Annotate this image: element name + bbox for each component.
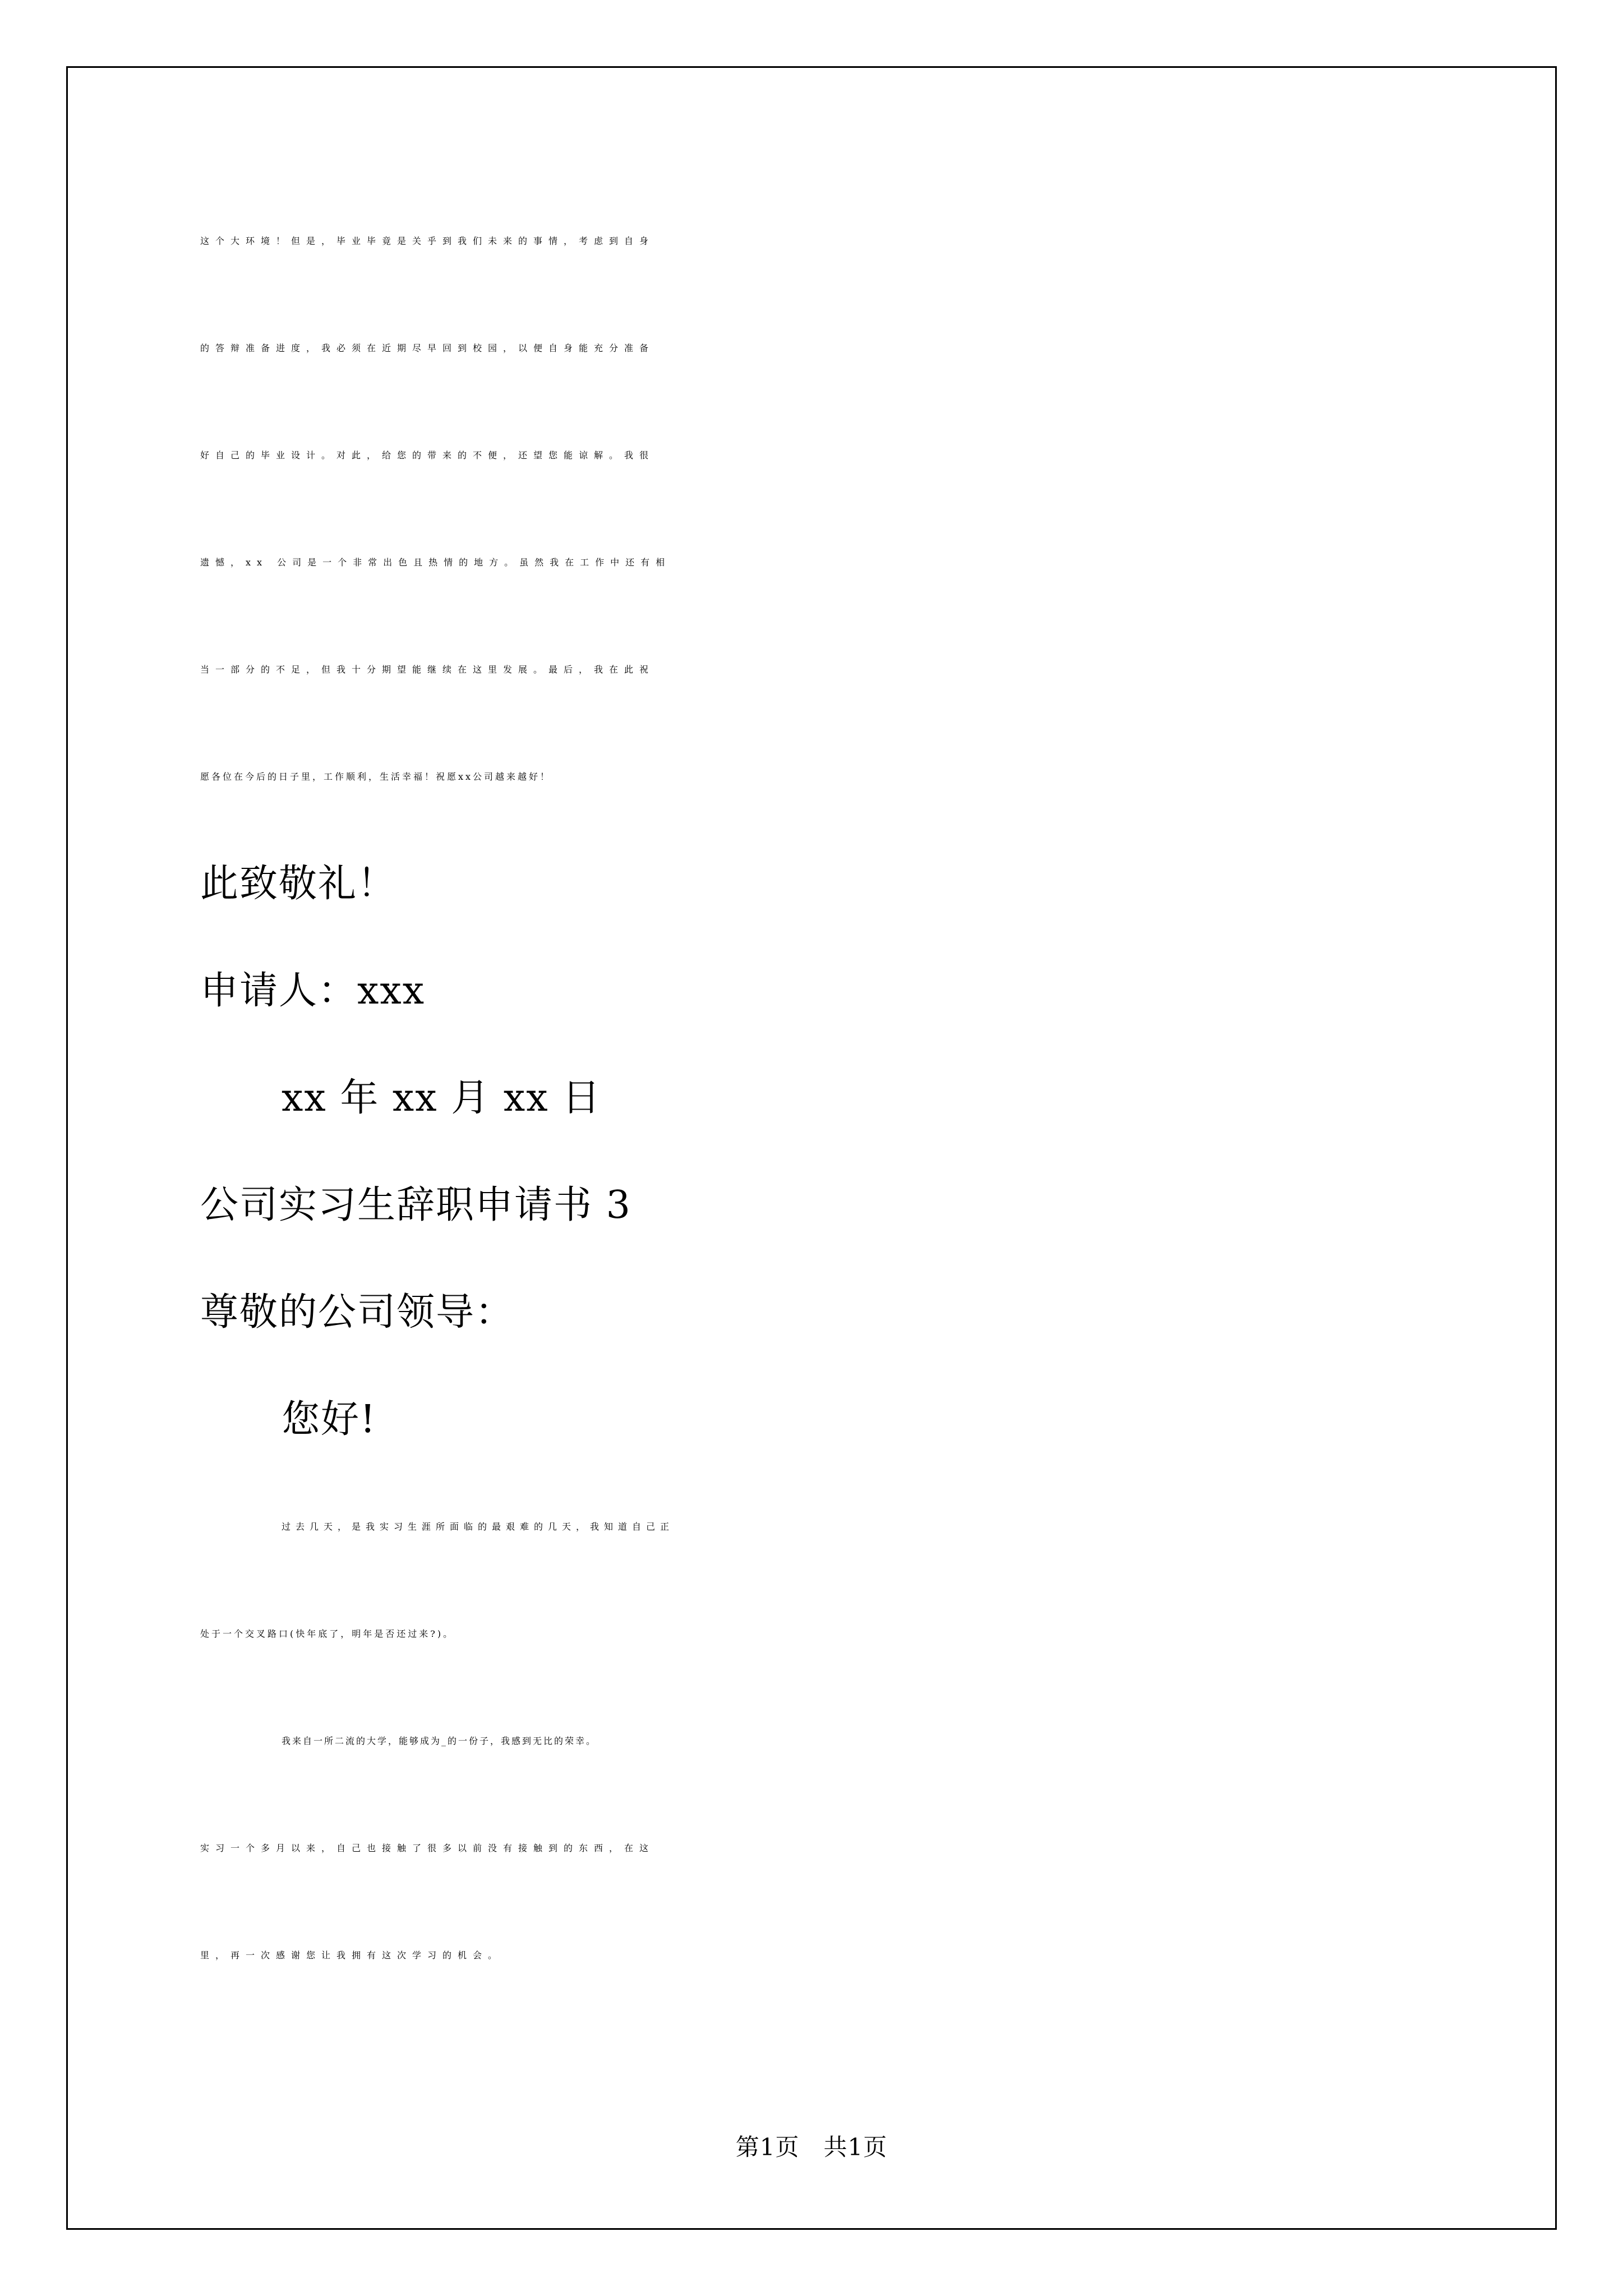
section-title: 公司实习生辞职申请书 3	[200, 1183, 631, 1227]
page-footer: 第1页 共1页	[735, 2133, 888, 2161]
text-line: 的答辩准备进度，我必须在近期尽早回到校园，以便自身能充分准备	[200, 343, 655, 353]
text-line: 遗憾，xx 公司是一个非常出色且热情的地方。虽然我在工作中还有相	[200, 557, 671, 568]
text-line: 处于一个交叉路口(快年底了，明年是否还过来?)。	[200, 1628, 455, 1639]
date: xx 年 xx 月 xx 日	[282, 1076, 602, 1120]
text-line: 这个大环境！但是，毕业毕竟是关乎到我们未来的事情，考虑到自身	[200, 236, 655, 246]
salutation: 尊敬的公司领导：	[200, 1290, 515, 1335]
applicant: 申请人：xxx	[200, 969, 426, 1013]
text-line: 里，再一次感谢您让我拥有这次学习的机会。	[200, 1950, 504, 1961]
closing: 此致敬礼！	[200, 862, 397, 906]
text-line: 当一部分的不足，但我十分期望能继续在这里发展。最后，我在此祝	[200, 664, 655, 675]
greeting: 您好!	[282, 1397, 377, 1442]
text-line: 我来自一所二流的大学，能够成为_的一份子，我感到无比的荣幸。	[282, 1736, 597, 1746]
text-line: 愿各位在今后的日子里，工作顺利，生活幸福！祝愿xx公司越来越好！	[200, 771, 552, 782]
text-line: 好自己的毕业设计。对此，给您的带来的不便，还望您能谅解。我很	[200, 450, 655, 461]
text-line: 过去几天，是我实习生涯所面临的最艰难的几天，我知道自己正	[282, 1521, 675, 1532]
text-line: 实习一个多月以来，自己也接触了很多以前没有接触到的东西，在这	[200, 1843, 655, 1853]
document-body	[200, 208, 1434, 2029]
